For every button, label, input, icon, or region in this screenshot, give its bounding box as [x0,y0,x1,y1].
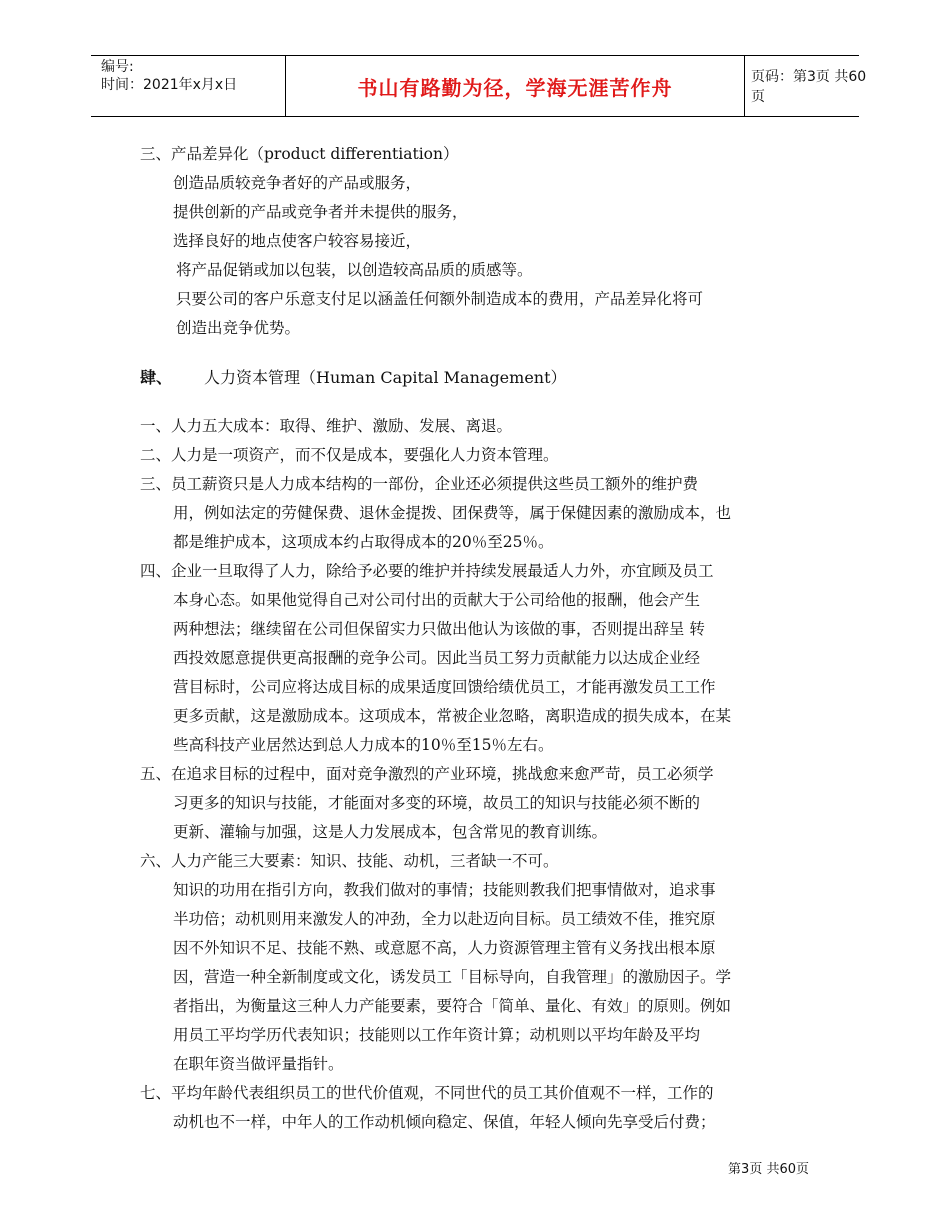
paragraph-line: 二、人力是一项资产，而不仅是成本，要强化人力资本管理。 [140,446,559,464]
paragraph-line: 一、人力五大成本：取得、维护、激励、发展、离退。 [140,417,513,435]
paragraph-line: 者指出，为衡量这三种人力产能要素，要符合「简单、量化、有效」的原则。例如 [173,997,732,1015]
paragraph-line: 选择良好的地点使客户较容易接近， [173,232,422,250]
paragraph-line: 更多贡献，这是激励成本。这项成本，常被企业忽略，离职造成的损失成本，在某 [173,707,732,725]
document-number-label: 编号: [101,59,134,75]
header-page-cell [743,56,867,116]
section-product-differentiation [140,140,820,343]
header-motto: 书山有路勤为径，学海无涯苦作舟 [357,75,673,100]
chapter-number: 肆、 [140,368,173,387]
list-item [140,412,820,441]
paragraph-line: 更新、灌输与加强，这是人力发展成本，包含常见的教育训练。 [173,823,608,841]
paragraph-line: 用员工平均学历代表知识；技能则以工作年资计算；动机则以平均年龄及平均 [173,1026,701,1044]
paragraph-line: 七、平均年龄代表组织员工的世代价值观，不同世代的员工其价值观不一样，工作的 [140,1084,714,1102]
paragraph-line: 西投效愿意提供更高报酬的竞争公司。因此当员工努力贡献能力以达成企业经 [173,649,701,667]
list-item [140,760,820,847]
paragraph-line: 营目标时，公司应将达成目标的成果适度回馈给绩优员工，才能再激发员工工作 [173,678,716,696]
chapter-title [140,363,820,392]
paragraph-line: 动机也不一样，中年人的工作动机倾向稳定、保值，年轻人倾向先享受后付费； [173,1113,716,1131]
paragraph-line: 四、企业一旦取得了人力，除给予必要的维护并持续发展最适人力外，亦宜顾及员工 [140,562,714,580]
paragraph-line: 都是维护成本，这项成本约占取得成本的20％至25％。 [173,533,554,551]
paragraph-line: 些高科技产业居然达到总人力成本的10％至15％左右。 [173,736,554,754]
paragraph-line: 创造品质较竞争者好的产品或服务， [173,174,422,192]
page-header [91,55,867,117]
footer-page-number: 第3页 共60页 [728,1162,809,1177]
paragraph-line: 三、员工薪资只是人力成本结构的一部份，企业还必须提供这些员工额外的维护费 [140,475,699,493]
paragraph-line: 因不外知识不足、技能不熟、或意愿不高，人力资源管理主管有义务找出根本原 [173,939,716,957]
list-item [140,441,820,470]
chapter-title-text: 人力资本管理（Human Capital Management） [204,368,567,387]
paragraph-line: 用，例如法定的劳健保费、退休金提拨、团保费等，属于保健因素的激励成本，也 [173,504,732,522]
paragraph-line: 六、人力产能三大要素：知识、技能、动机，三者缺一不可。 [140,852,559,870]
list-item [140,557,820,760]
document-body [140,140,820,1137]
paragraph-line: 只要公司的客户乐意支付足以涵盖任何额外制造成本的费用，产品差异化将可 [176,290,704,308]
paragraph-line: 将产品促销或加以包装，以创造较高品质的质感等。 [176,261,533,279]
paragraph-line: 本身心态。如果他觉得自己对公司付出的贡献大于公司给他的报酬，他会产生 [173,591,701,609]
document-time-label: 时间：2021年x月x日 [101,77,238,93]
paragraph-line: 两种想法；继续留在公司但保留实力只做出他认为该做的事，否则提出辞呈 转 [173,620,705,638]
paragraph-line: 习更多的知识与技能，才能面对多变的环境，故员工的知识与技能必须不断的 [173,794,701,812]
list-item [140,470,820,557]
header-meta [91,56,285,116]
list-item [140,1079,820,1137]
list-item [140,847,820,1079]
header-motto-cell [285,56,745,116]
paragraph-line: 五、在追求目标的过程中，面对竞争激烈的产业环境，挑战愈来愈严苛，员工必须学 [140,765,714,783]
paragraph-line: 提供创新的产品或竞争者并未提供的服务， [173,203,468,221]
paragraph-line: 因，营造一种全新制度或文化，诱发员工「目标导向，自我管理」的激励因子。学 [173,968,732,986]
paragraph-line: 半功倍；动机则用来激发人的冲劲，全力以赴迈向目标。员工绩效不佳，推究原 [173,910,716,928]
paragraph-line: 知识的功用在指引方向，教我们做对的事情；技能则教我们把事情做对，追求事 [173,881,716,899]
page-footer [728,1158,809,1177]
section-heading: 三、产品差异化（product differentiation） [140,145,459,163]
paragraph-line: 创造出竞争优势。 [176,319,301,337]
paragraph-line: 在职年资当做评量指针。 [173,1055,344,1073]
header-page-number: 页码：第3页 共60页 [751,69,867,105]
